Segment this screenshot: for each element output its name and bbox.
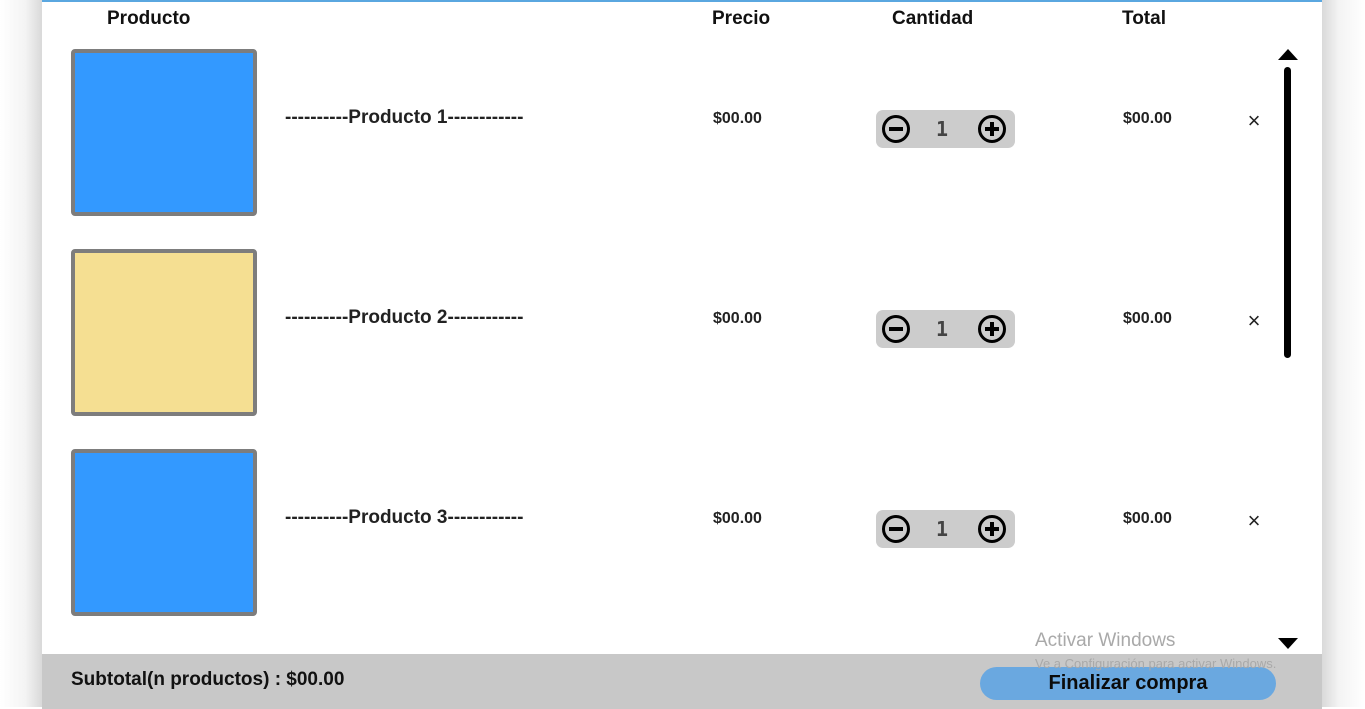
product-price: $00.00 — [713, 510, 762, 527]
product-image[interactable] — [71, 449, 257, 616]
increase-quantity-button[interactable] — [978, 515, 1006, 543]
row-total: $00.00 — [1123, 310, 1172, 327]
decrease-quantity-button[interactable] — [882, 115, 910, 143]
left-shadow — [0, 0, 42, 707]
scrollbar-thumb[interactable] — [1284, 67, 1291, 358]
remove-item-button[interactable]: × — [1247, 108, 1261, 133]
product-name[interactable]: ----------Producto 1------------ — [285, 107, 524, 128]
cart-footer — [42, 654, 1322, 709]
quantity-value[interactable]: 1 — [935, 317, 949, 341]
quantity-stepper — [876, 310, 1015, 348]
subtotal-text: Subtotal(n productos) : $00.00 — [71, 669, 345, 690]
decrease-quantity-button[interactable] — [882, 315, 910, 343]
header-total: Total — [1122, 8, 1166, 29]
quantity-value[interactable]: 1 — [935, 517, 949, 541]
cart-panel — [42, 0, 1322, 707]
remove-item-button[interactable]: × — [1247, 308, 1261, 333]
cart-row — [42, 402, 1322, 602]
scroll-down-arrow-icon[interactable] — [1278, 638, 1298, 649]
increase-quantity-button[interactable] — [978, 315, 1006, 343]
header-quantity: Cantidad — [892, 8, 974, 29]
header-product: Producto — [107, 8, 191, 29]
right-shadow — [1322, 0, 1365, 707]
scroll-up-arrow-icon[interactable] — [1278, 49, 1298, 60]
product-name[interactable]: ----------Producto 2------------ — [285, 307, 524, 328]
checkout-button[interactable]: Finalizar compra — [980, 667, 1276, 700]
remove-item-button[interactable]: × — [1247, 508, 1261, 533]
watermark-subtitle: Ve a Configuración para activar Windows. — [1035, 656, 1277, 671]
watermark-title: Activar Windows — [1035, 630, 1176, 651]
product-image[interactable] — [71, 249, 257, 416]
cart-row — [42, 2, 1322, 202]
quantity-stepper — [876, 510, 1015, 548]
header-price: Precio — [712, 8, 771, 29]
increase-quantity-button[interactable] — [978, 115, 1006, 143]
row-total: $00.00 — [1123, 110, 1172, 127]
row-total: $00.00 — [1123, 510, 1172, 527]
cart-row — [42, 202, 1322, 402]
product-price: $00.00 — [713, 110, 762, 127]
product-image[interactable] — [71, 49, 257, 216]
product-name[interactable]: ----------Producto 3------------ — [285, 507, 524, 528]
product-price: $00.00 — [713, 310, 762, 327]
decrease-quantity-button[interactable] — [882, 515, 910, 543]
quantity-value[interactable]: 1 — [935, 117, 949, 141]
quantity-stepper — [876, 110, 1015, 148]
